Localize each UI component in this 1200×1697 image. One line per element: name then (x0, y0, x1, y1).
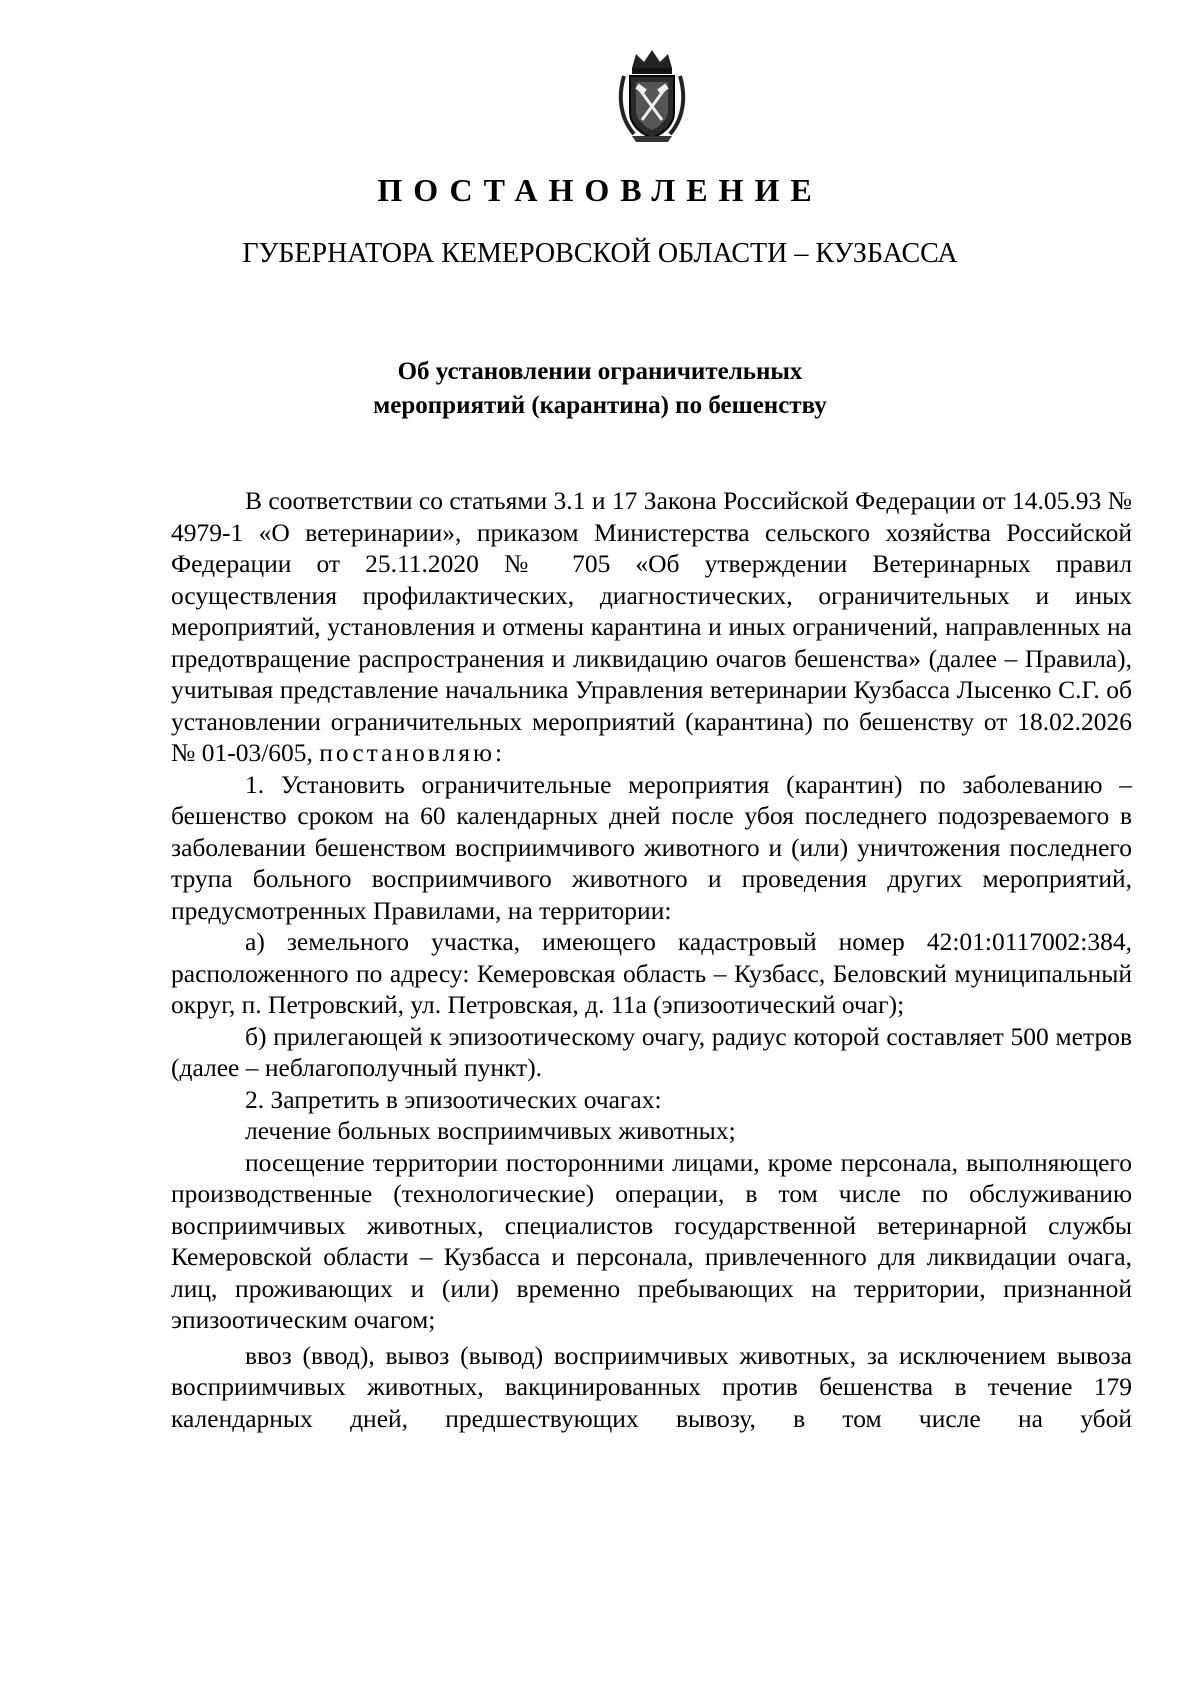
document-title (0, 355, 1200, 423)
preamble-text: В соответствии со статьями 3.1 и 17 Закона Российской Федерации от 14.05.93 № 4979-1 «О ветеринарии», приказом Министерства сельского хозяйства Российской Федерации от 25.11.2020 № 705 «Об утверждении Ветеринарных правил осуществления профилактических, диагностических, ограничительных и иных мероприятий, установления и отмены карантина и иных ограничений, направленных на предотвращение распространения и ликвидацию очагов бешенства» (далее – Правила), учитывая представление начальника Управления ветеринарии Кузбасса Лысенко С.Г. об установлении ограничительных мероприятий (карантина) по бешенству от 18.02.2026 (171, 486, 1132, 736)
preamble-end-text: № 01-03/605, (171, 738, 313, 767)
title-line-2: мероприятий (карантина) по бешенству (373, 392, 827, 419)
clause-1a: а) земельного участка, имеющего кадастровый номер 42:01:0117002:384, расположенного по адресу: Кемеровская область – Кузбасс, Беловский муниципальный округ, п. Петровский, ул. Петровская, д. 11а (эпизоотический очаг); (171, 927, 1132, 1019)
clause-2-item-2: посещение территории посторонними лицами, кроме персонала, выполняющего производственные (технологические) операции, в том числе по обслуживанию восприимчивых животных, специалистов государственной ветеринарной службы Кемеровской области – Кузбасса и персонала, привлеченного для ликвидации очага, лиц, проживающих и (или) временно пребывающих на территории, признанной эпизоотическим очагом; (171, 1147, 1132, 1334)
clause-2: 2. Запретить в эпизоотических очагах: (245, 1084, 662, 1114)
resolve-word: постановляю: (319, 738, 506, 767)
clause-2-item-1: лечение больных восприимчивых животных; (245, 1116, 736, 1145)
preamble-paragraph (171, 485, 1132, 737)
coat-of-arms-icon (616, 46, 688, 144)
issuing-authority: ГУБЕРНАТОРА КЕМЕРОВСКОЙ ОБЛАСТИ – КУЗБАССА (242, 238, 958, 269)
clause-2-item-3: ввоз (ввод), вывоз (вывод) восприимчивых животных, за исключением вывоза восприимчивых животных, вакцинированных против бешенства в течение 179 календарных дней, предшествующих вывозу, в том числе на убой (171, 1340, 1132, 1433)
preamble-closing (171, 737, 1132, 769)
clause-1: 1. Установить ограничительные мероприятия (карантин) по заболеванию – бешенство сроком на 60 календарных дней после убоя последнего подозреваемого в заболевании бешенством восприимчивого животного и (или) уничтожения последнего трупа больного восприимчивого животного и проведения других мероприятий, предусмотренных Правилами, на территории: (171, 769, 1132, 925)
document-type-heading: ПОСТАНОВЛЕНИЕ (377, 172, 823, 208)
document-body (171, 485, 1132, 1434)
title-line-1: Об установлении ограничительных (397, 358, 803, 385)
clause-1b: б) прилегающей к эпизоотическому очагу, радиус которой составляет 500 метров (далее – неблагополучный пункт). (171, 1021, 1132, 1082)
